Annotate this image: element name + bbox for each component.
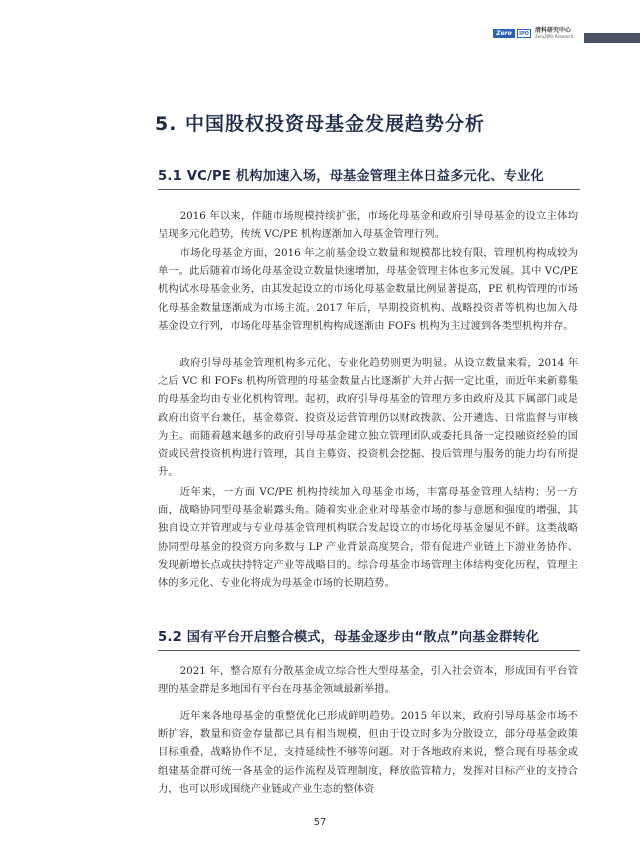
logo-ipo-mark: IPO	[517, 29, 531, 38]
page-number: 57	[313, 817, 327, 828]
paragraph: 2021 年，整合原有分散基金成立综合性大型母基金，引入社会资本，形成国有平台管理的基金群是多地国有平台在母基金领域最新举措。	[158, 665, 578, 696]
header-accent-bar	[584, 33, 640, 43]
page-title: 5. 中国股权投资母基金发展趋势分析	[154, 113, 486, 135]
paragraph: 2016 年以来，伴随市场规模持续扩张，市场化母基金和政府引导母基金的设立主体均呈现多元化趋势，传统 VC/PE 机构逐渐加入母基金管理行列。	[158, 210, 578, 241]
section-divider	[158, 650, 580, 651]
logo-text	[535, 28, 573, 39]
paragraph: 近年来各地母基金的重整优化已形成鲜明趋势。2015 年以来，政府引导母基金市场不断扩容，数量和资金存量都已具有相当规模，但由于设立时多为分散设立，部分母基金政策目标重叠，战略协作不足，支持延续性不够等问题。对于各地政府来说，整合现有母基金或组建基金群可统一各基金的运作流程及管理制度，释放监管精力，发挥对目标产业的支持合力，也可以形成围绕产业链或产业生态的整体资	[158, 710, 578, 795]
logo-zero-mark: Zero	[493, 29, 515, 38]
zero2ipo-logo	[493, 28, 573, 39]
section-title-5-1: 5.1 VC/PE 机构加速入场，母基金管理主体日益多元化、专业化	[158, 169, 544, 184]
paragraph: 市场化母基金方面，2016 年之前基金设立数量和规模都比较有限，管理机构构成较为单一。此后随着市场化母基金设立数量快速增加，母基金管理主体也多元发展。其中 VC/PE 机构试水母基金业务，由其发起设立的市场化母基金数量比例显著提高，PE 机构管理的市场化母基金数量逐渐成为市场主流。2017 年后，早期投资机构、战略投资者等机构也加入母基金设立行列，市场化母基金管理机构构成逐渐由 FOFs 机构为主过渡到各类型机构并存。	[158, 247, 578, 332]
paragraph: 近年来，一方面 VC/PE 机构持续加入母基金市场，丰富母基金管理人结构；另一方面，战略协同型母基金崭露头角。随着实业企业对母基金市场的参与意愿和强度的增强，其独自设立并管理或与专业母基金管理机构联合发起设立的市场化母基金屡见不鲜。这类战略协同型母基金的投资方向多数与 LP 产业背景高度契合，带有促进产业链上下游业务协作、发现新增长点或扶持特定产业等战略目的。综合母基金市场管理主体结构变化历程，管理主体的多元化、专业化将成为母基金市场的长期趋势。	[158, 486, 578, 590]
section-divider	[158, 189, 580, 190]
paragraph: 政府引导母基金管理机构多元化、专业化趋势则更为明显。从设立数量来看，2014 年之后 VC 和 FOFs 机构所管理的母基金数量占比逐渐扩大并占据一定比重，而近年来新募集的母基金均由专业化机构管理。起初，政府引导母基金的管理方多由政府及其下属部门或是政府出资平台兼任，基金募资、投资及运营管理仍以财政拨款、公开遴选、日常监督与审核为主。而随着越来越多的政府引导母基金建立独立管理团队或委托具备一定投融资经验的国资或民营投资机构进行管理，其自主募资、投资机会挖掘、投后管理与服务的能力均有所提升。	[158, 357, 578, 479]
logo-chinese-name: 清科研究中心	[535, 27, 572, 34]
section-title-5-2: 5.2 国有平台开启整合模式，母基金逐步由“散点”向基金群转化	[158, 630, 540, 645]
page-header	[0, 24, 640, 46]
logo-english-name: Zero2IPO Research	[535, 34, 574, 39]
